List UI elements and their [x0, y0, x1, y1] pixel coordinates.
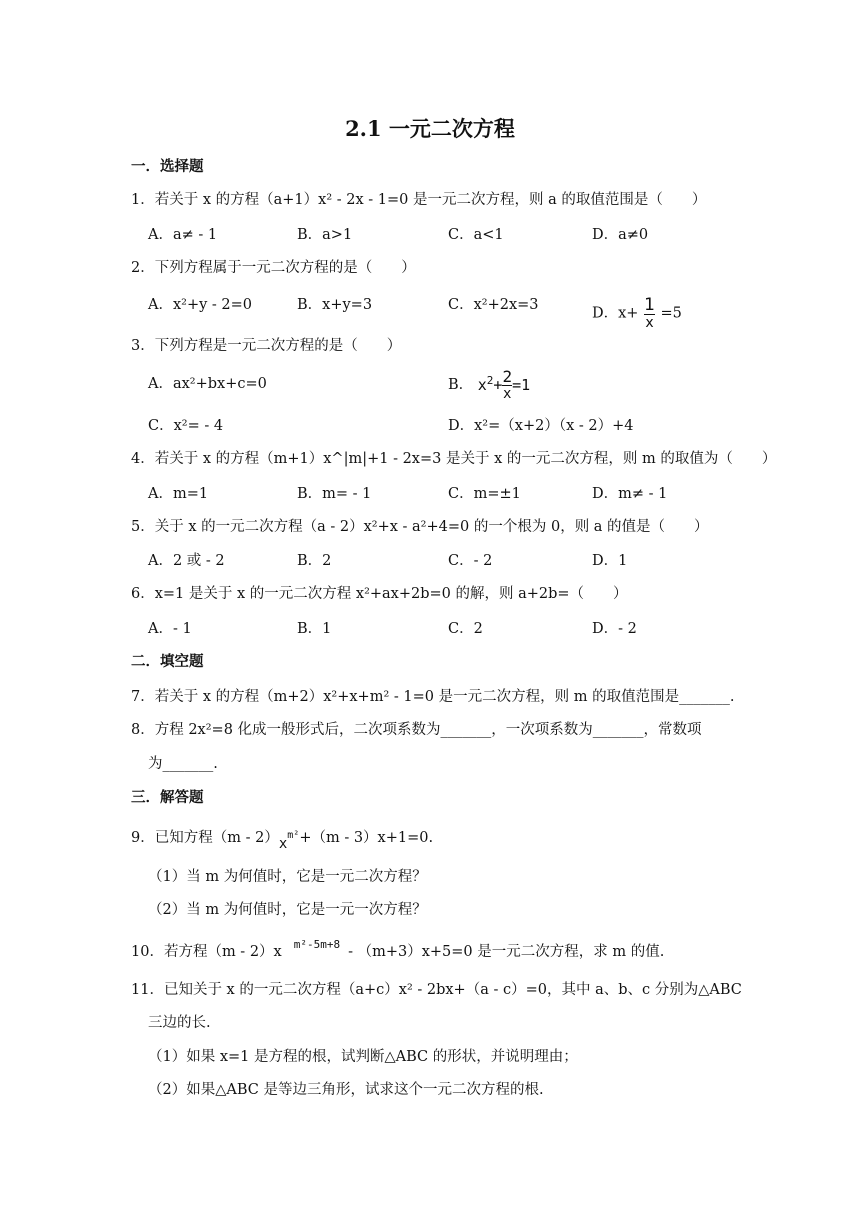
expr-suffix: =1: [512, 375, 531, 394]
q2-option-d: [592, 296, 682, 331]
section-solve: 三．解答题: [131, 789, 204, 806]
q2-d-prefix: D．x+: [592, 305, 639, 322]
question-1: 1．若关于 x 的方程（a+1）x² - 2x - 1=0 是一元二次方程，则 a 的取值范围是（ ）: [131, 192, 707, 208]
question-8-line1: 8．方程 2x²=8 化成一般形式后，二次项系数为_______，一次项系数为_______，常数项: [131, 722, 702, 738]
q1-option-b: B．a>1: [297, 227, 353, 243]
question-8-line2: 为_______.: [148, 756, 218, 772]
q10-stem-prefix: 10．若方程（m - 2）x: [131, 944, 282, 960]
fraction-denominator: x: [503, 386, 512, 402]
q9-stem-prefix: 9．已知方程（m - 2）: [131, 830, 279, 846]
q10-stem-suffix: - （m+3）x+5=0 是一元二次方程，求 m 的值.: [348, 944, 665, 960]
q3-option-c: C．x²= - 4: [148, 418, 224, 434]
fraction-numerator: 1: [644, 295, 655, 315]
question-2: 2．下列方程属于一元二次方程的是（ ）: [131, 260, 416, 276]
q6-option-d: D．- 2: [592, 621, 637, 637]
q4-option-b: B．m= - 1: [297, 486, 372, 502]
question-3: 3．下列方程是一元二次方程的是（ ）: [131, 338, 402, 354]
q4-option-c: C．m=±1: [448, 486, 521, 502]
q1-option-d: D．a≠0: [592, 227, 649, 243]
q5-option-d: D．1: [592, 553, 628, 569]
question-11-line1: 11．已知关于 x 的一元二次方程（a+c）x² - 2bx+（a - c）=0，其中 a、b、c 分别为△ABC: [131, 982, 742, 998]
q4-option-a: A．m=1: [148, 486, 209, 502]
q9-part-2: （2）当 m 为何值时，它是一元一次方程？: [148, 902, 427, 918]
page-title: 2.1 一元二次方程: [345, 116, 515, 141]
expr-x: x: [477, 375, 487, 394]
question-5: 5．关于 x 的一元二次方程（a - 2）x²+x - a²+4=0 的一个根为 0，则 a 的值是（ ）: [131, 519, 709, 535]
q9-stem-suffix: +（m - 3）x+1=0.: [299, 830, 434, 846]
q3-option-b: [448, 368, 530, 402]
q10-exponent: m²-5m+8: [293, 938, 341, 951]
fraction-numerator: 2: [502, 367, 513, 386]
q3-b-fraction: [502, 368, 512, 402]
q9-x: x: [278, 836, 288, 852]
question-6: 6．x=1 是关于 x 的一元二次方程 x²+ax+2b=0 的解，则 a+2b=（ ）: [131, 586, 628, 602]
q3-option-a: A．ax²+bx+c=0: [148, 376, 267, 392]
q6-option-b: B．1: [297, 621, 332, 637]
question-7: 7．若关于 x 的方程（m+2）x²+x+m² - 1=0 是一元二次方程，则 m 的取值范围是_______.: [131, 689, 735, 705]
q4-option-d: D．m≠ - 1: [592, 486, 668, 502]
q5-option-a: A．2 或 - 2: [148, 553, 225, 569]
expr-plus: +: [493, 375, 503, 394]
question-4: 4．若关于 x 的方程（m+1）x^|m|+1 - 2x=3 是关于 x 的一元二次方程，则 m 的取值为（ ）: [131, 451, 777, 467]
q9-exponent: m²: [287, 830, 300, 841]
q6-option-a: A．- 1: [148, 621, 192, 637]
q2-option-b: B．x+y=3: [297, 297, 373, 313]
q3-b-prefix: B．: [448, 377, 474, 393]
fraction-denominator: x: [645, 315, 654, 331]
q5-option-c: C．- 2: [448, 553, 493, 569]
q2-option-a: A．x²+y - 2=0: [148, 297, 253, 313]
q11-part-1: （1）如果 x=1 是方程的根，试判断△ABC 的形状，并说明理由；: [148, 1049, 578, 1065]
q1-option-c: C．a<1: [448, 227, 504, 243]
expr-sup: 2: [486, 373, 494, 387]
section-choice: 一．选择题: [131, 158, 204, 175]
q2-option-c: C．x²+2x=3: [448, 297, 539, 313]
q1-option-a: A．a≠ - 1: [148, 227, 218, 243]
q3-option-d: D．x²=（x+2）（x - 2）+4: [448, 418, 634, 434]
q2-d-suffix: =5: [660, 305, 682, 322]
question-9: [131, 829, 434, 852]
question-11-line2: 三边的长.: [148, 1015, 211, 1031]
q5-option-b: B．2: [297, 553, 332, 569]
q3-b-expression: [477, 367, 531, 402]
q11-part-2: （2）如果△ABC 是等边三角形，试求这个一元二次方程的根.: [148, 1082, 544, 1098]
q2-d-fraction: [644, 296, 655, 331]
question-10: [131, 938, 665, 962]
section-fill: 二．填空题: [131, 653, 204, 670]
q6-option-c: C．2: [448, 621, 483, 637]
q9-part-1: （1）当 m 为何值时，它是一元二次方程？: [148, 869, 427, 885]
